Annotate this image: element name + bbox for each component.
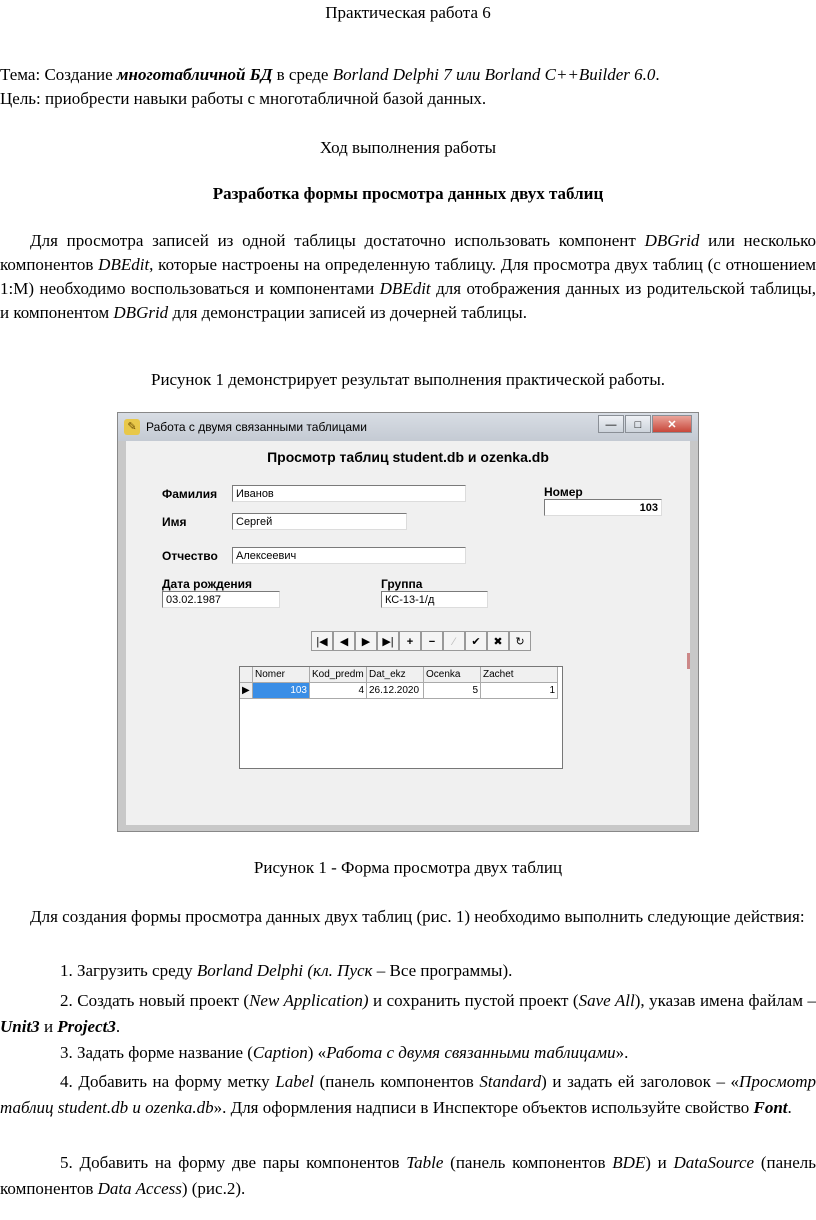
grid-cell[interactable]: 4 xyxy=(310,683,367,699)
edit-record-button[interactable]: ⁄ xyxy=(443,631,465,651)
goal-line: Цель: приобрести навыки работы с многотабличной базой данных. xyxy=(0,89,487,108)
figure-intro: Рисунок 1 демонстрирует результат выполнения практической работы. xyxy=(150,370,665,389)
grid-column-header[interactable]: Dat_ekz xyxy=(367,667,424,683)
form-client-area xyxy=(126,441,690,825)
last-record-button[interactable]: ▶| xyxy=(377,631,399,651)
surname-field[interactable]: Иванов xyxy=(232,485,466,502)
maximize-button[interactable]: □ xyxy=(625,415,651,433)
row-indicator-icon: ▶ xyxy=(240,683,253,699)
next-record-button[interactable]: ▶ xyxy=(355,631,377,651)
topic-line: Тема: Создание многотабличной БД в среде Borland Delphi 7 или Borland C++Builder 6.0. xyxy=(0,65,660,84)
grid-column-header[interactable]: Nomer xyxy=(253,667,310,683)
minimize-button[interactable]: — xyxy=(598,415,624,433)
grid-table xyxy=(240,667,558,699)
title-bar[interactable] xyxy=(118,413,698,441)
insert-record-button[interactable]: + xyxy=(399,631,421,651)
app-icon: ✎ xyxy=(124,419,140,435)
resize-marker xyxy=(687,653,690,669)
birth-date-field[interactable]: 03.02.1987 xyxy=(162,591,280,608)
figure-caption: Рисунок 1 - Форма просмотра двух таблиц xyxy=(253,858,563,877)
step-5: 5. Добавить на форму две пары компонентов Table (панель компонентов BDE) и DataSource (панель компонентов Data Access) (рис.2). xyxy=(0,1153,816,1198)
grid-header-row xyxy=(240,667,558,683)
step-3: 3. Задать форме название (Caption) «Работа с двумя связанными таблицами». xyxy=(60,1043,629,1062)
form-heading: Просмотр таблиц student.db и ozenka.db xyxy=(267,449,549,465)
grid-cell[interactable]: 103 xyxy=(253,683,310,699)
window-title: Работа с двумя связанными таблицами xyxy=(146,420,367,434)
group-label: Группа xyxy=(381,577,423,591)
dbgrid[interactable] xyxy=(239,666,563,769)
db-navigator xyxy=(311,631,531,651)
grid-column-header[interactable]: Kod_predm xyxy=(310,667,367,683)
delete-record-button[interactable]: − xyxy=(421,631,443,651)
name-label: Имя xyxy=(162,515,187,529)
step-1: 1. Загрузить среду Borland Delphi (кл. Пуск – Все программы). xyxy=(60,961,513,980)
first-record-button[interactable]: |◀ xyxy=(311,631,333,651)
paragraph-1: Для просмотра записей из одной таблицы достаточно использовать компонент DBGrid или несколько компонентов DBEdit, которые настроены на определенную таблицу. Для просмотра двух таблиц (с отношением 1:М) необходимо воспользоваться и компонентами DBEdit для отображения данных из родительской таблицы, и компонентом DBGrid для демонстрации записей из дочерней таблицы. xyxy=(0,231,816,322)
progress-heading: Ход выполнения работы xyxy=(319,138,497,157)
cancel-record-button[interactable]: ✖ xyxy=(487,631,509,651)
section-heading: Разработка формы просмотра данных двух таблиц xyxy=(212,184,604,203)
refresh-button[interactable]: ↻ xyxy=(509,631,531,651)
grid-cell[interactable]: 5 xyxy=(424,683,481,699)
number-label: Номер xyxy=(544,485,583,499)
paragraph-2: Для создания формы просмотра данных двух таблиц (рис. 1) необходимо выполнить следующие действия: xyxy=(30,907,805,926)
page-title: Практическая работа 6 xyxy=(325,3,491,22)
prior-record-button[interactable]: ◀ xyxy=(333,631,355,651)
grid-column-header[interactable]: Ocenka xyxy=(424,667,481,683)
birth-date-label: Дата рождения xyxy=(162,577,253,591)
grid-column-header[interactable]: Zachet xyxy=(481,667,558,683)
grid-corner xyxy=(240,667,253,683)
patronymic-field[interactable]: Алексеевич xyxy=(232,547,466,564)
number-field[interactable]: 103 xyxy=(544,499,662,516)
group-field[interactable]: КС-13-1/д xyxy=(381,591,488,608)
surname-label: Фамилия xyxy=(162,487,218,501)
app-window xyxy=(117,412,699,832)
patronymic-label: Отчество xyxy=(162,549,218,563)
table-row[interactable] xyxy=(240,683,558,699)
name-field[interactable]: Сергей xyxy=(232,513,407,530)
step-4: 4. Добавить на форму метку Label (панель компонентов Standard) и задать ей заголовок – «Просмотр таблиц student.db и ozenka.db». Для оформления надписи в Инспекторе объектов используйте свойство Font. xyxy=(0,1072,816,1117)
close-button[interactable]: ✕ xyxy=(652,415,692,433)
grid-cell[interactable]: 1 xyxy=(481,683,558,699)
grid-cell[interactable]: 26.12.2020 xyxy=(367,683,424,699)
step-2: 2. Создать новый проект (New Application) и сохранить пустой проект (Save All), указав имена файлам – Unit3 и Project3. xyxy=(0,991,816,1036)
post-record-button[interactable]: ✔ xyxy=(465,631,487,651)
